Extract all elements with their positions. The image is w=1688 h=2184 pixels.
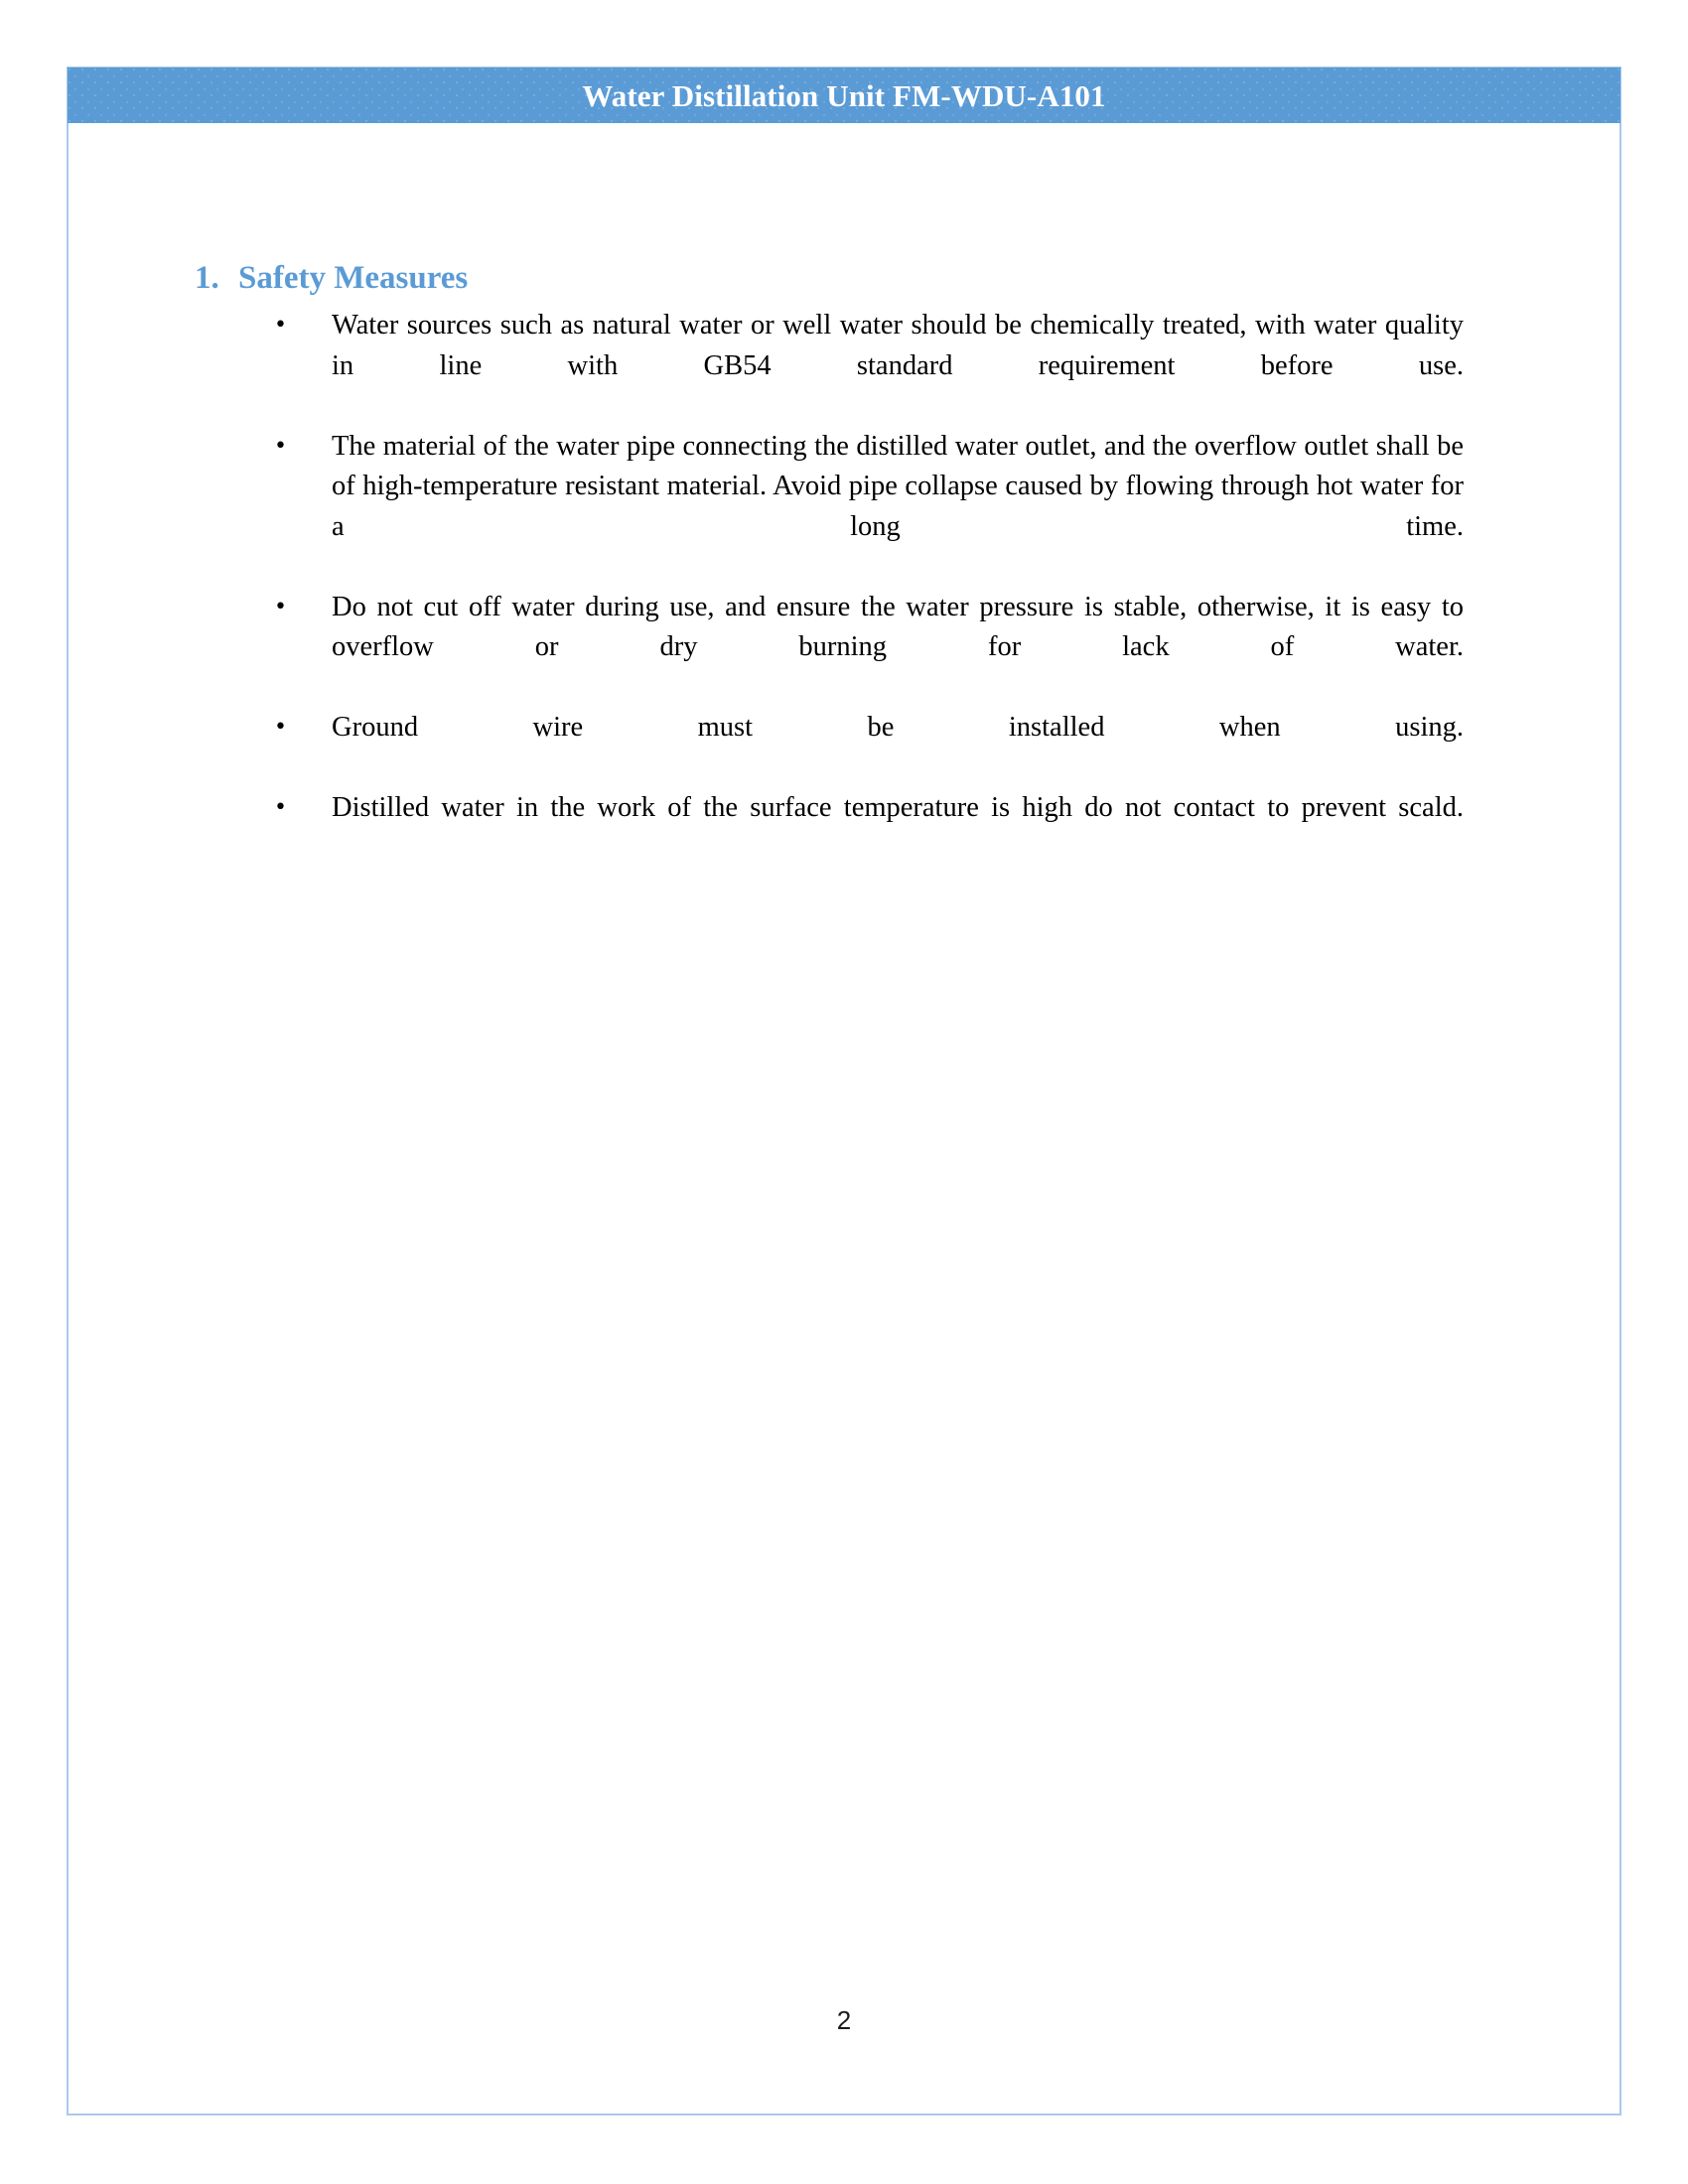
list-item-text: Water sources such as natural water or well water should be chemically treated, with water quality in line with GB54 standard requirement before use. xyxy=(332,310,1464,381)
bullet-icon: • xyxy=(274,795,287,820)
list-item xyxy=(268,708,1464,788)
list-item-text: The material of the water pipe connecting the distilled water outlet, and the overflow outlet shall be of high-temperature resistant material. Avoid pipe collapse caused by flowing through hot water for a long time. xyxy=(332,430,1464,542)
section-title: Safety Measures xyxy=(238,260,469,296)
list-item-text: Ground wire must be installed when using. xyxy=(332,712,1464,743)
footer-page-number: 2 xyxy=(836,2005,852,2035)
page-content-area xyxy=(68,123,1620,2115)
document-header-banner xyxy=(68,68,1620,123)
section-heading-safety-measures xyxy=(195,259,468,299)
section-number: 1. xyxy=(195,260,219,296)
list-item-text: Distilled water in the work of the surface temperature is high do not contact to prevent scald. xyxy=(332,792,1464,823)
bullet-icon: • xyxy=(274,313,287,338)
list-item xyxy=(268,427,1464,588)
bullet-icon: • xyxy=(274,433,287,459)
bullet-icon: • xyxy=(274,594,287,619)
document-title: Water Distillation Unit FM-WDU-A101 xyxy=(582,77,1106,113)
list-item xyxy=(268,788,1464,869)
list-item xyxy=(268,588,1464,709)
list-item xyxy=(268,306,1464,427)
bullet-icon: • xyxy=(274,715,287,740)
safety-measures-bullet-list xyxy=(268,306,1464,869)
list-item-text: Do not cut off water during use, and ensure the water pressure is stable, otherwise, it is easy to overflow or dry burning for lack of water. xyxy=(332,591,1464,662)
